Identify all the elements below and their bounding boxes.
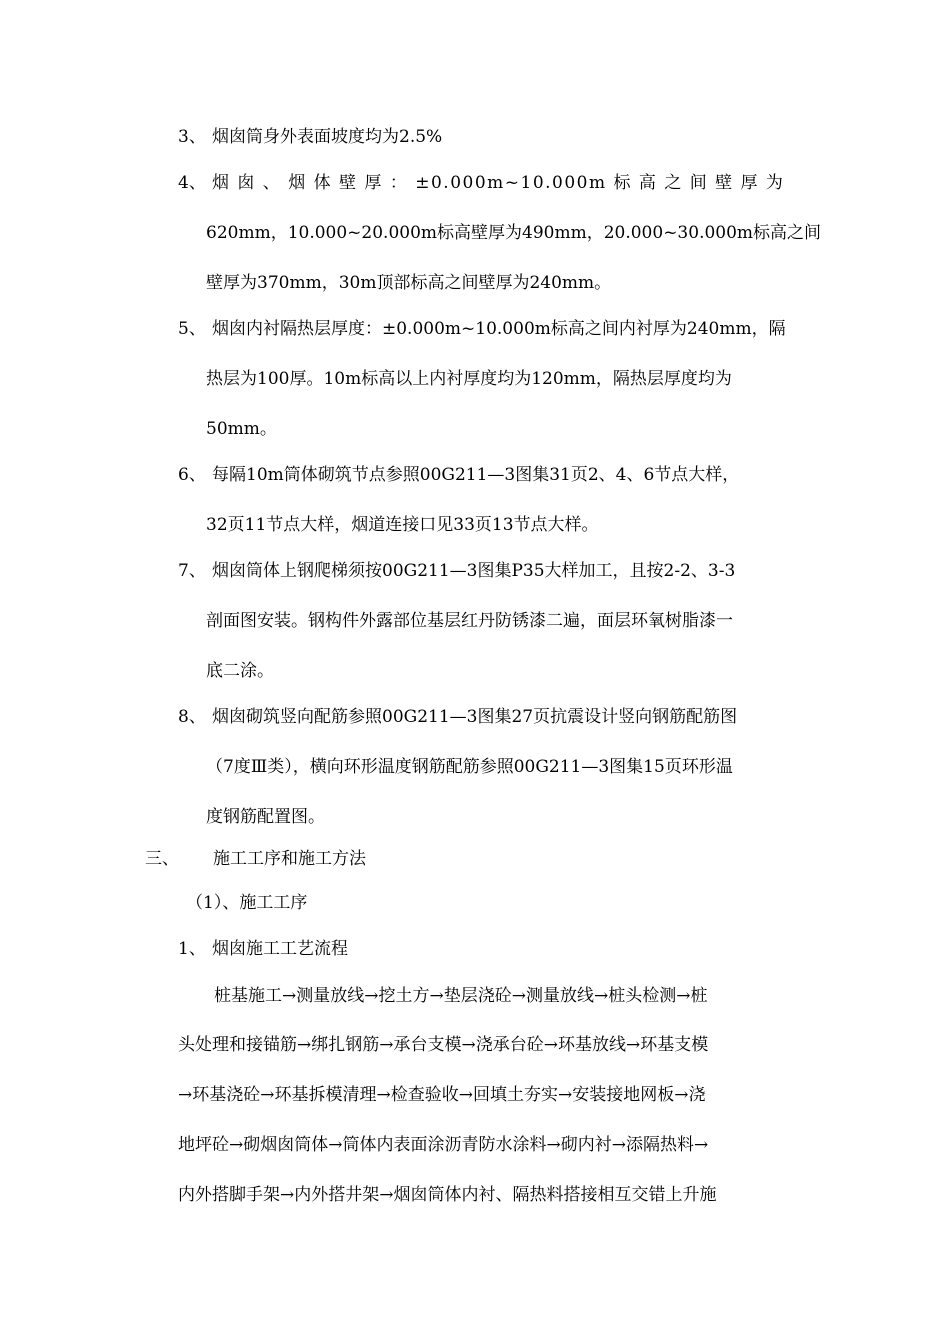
item-number: 4、 — [178, 173, 206, 193]
item-text-line: 剖面图安装。钢构件外露部位基层红丹防锈漆二遍，面层环氧树脂漆一 — [206, 611, 733, 631]
flow-text-line: 头处理和接锚筋→绑扎钢筋→承台支模→浇承台砼→环基放线→环基支模 — [178, 1035, 709, 1055]
item-text-line: 壁厚为370mm，30m顶部标高之间壁厚为240mm。 — [206, 273, 612, 293]
item-text: 每隔10m筒体砌筑节点参照00G211—3图集31页2、4、6节点大样， — [212, 465, 740, 485]
flow-text-line: →环基浇砼→环基拆模清理→检查验收→回填土夯实→安装接地网板→浇 — [178, 1085, 706, 1105]
section-title: 施工工序和施工方法 — [213, 849, 366, 869]
step-heading — [178, 937, 348, 961]
list-item-4 — [178, 171, 806, 195]
step-title: 烟囱施工工艺流程 — [212, 939, 348, 959]
item-text-line: 50mm。 — [206, 419, 277, 439]
item-text: 烟囱砌筑竖向配筋参照00G211—3图集27页抗震设计竖向钢筋配筋图 — [212, 707, 738, 727]
item-number: 7、 — [178, 561, 206, 581]
list-item-3 — [178, 125, 442, 149]
item-text: 烟囱筒身外表面坡度均为2.5% — [212, 127, 443, 147]
list-item-5 — [178, 317, 786, 341]
flow-text-line: 内外搭脚手架→内外搭井架→烟囱筒体内衬、隔热料搭接相互交错上升施 — [178, 1185, 717, 1205]
subsection-heading: （1）、施工工序 — [186, 893, 308, 913]
item-number: 8、 — [178, 707, 206, 727]
item-text-line: （7度Ⅲ类），横向环形温度钢筋配筋参照00G211—3图集15页环形温 — [206, 757, 733, 777]
item-text-line: 32页11节点大样，烟道连接口见33页13节点大样。 — [206, 515, 599, 535]
flow-text-line: 地坪砼→砌烟囱筒体→筒体内表面涂沥青防水涂料→砌内衬→添隔热料→ — [178, 1135, 709, 1155]
list-item-6 — [178, 463, 739, 487]
item-text: 烟囱筒体上钢爬梯须按00G211—3图集P35大样加工，且按2-2、3-3 — [212, 561, 736, 581]
item-text-line: 620mm，10.000~20.000m标高壁厚为490mm，20.000~30.000m标高之间 — [206, 223, 822, 243]
list-item-8 — [178, 705, 737, 729]
item-number: 3、 — [178, 127, 206, 147]
item-number: 6、 — [178, 465, 206, 485]
item-number: 5、 — [178, 319, 206, 339]
list-item-7 — [178, 559, 735, 583]
item-text: 烟囱内衬隔热层厚度：±0.000m~10.000m标高之间内衬厚为240mm，隔 — [212, 319, 786, 339]
section-number: 三、 — [145, 849, 179, 869]
flow-text-line: 桩基施工→测量放线→挖土方→垫层浇砼→测量放线→桩头检测→桩 — [214, 986, 708, 1006]
item-text-line: 热层为100厚。10m标高以上内衬厚度均为120mm，隔热层厚度均为 — [206, 369, 732, 389]
item-text-line: 度钢筋配置图。 — [206, 807, 325, 827]
item-text-line: 底二涂。 — [206, 661, 274, 681]
step-number: 1、 — [178, 939, 206, 959]
item-text: 烟 囱 、 烟 体 壁 厚 ： ±0.000m~10.000m 标 高 之 间 壁 厚 为 — [212, 173, 785, 193]
section-heading — [145, 847, 366, 871]
